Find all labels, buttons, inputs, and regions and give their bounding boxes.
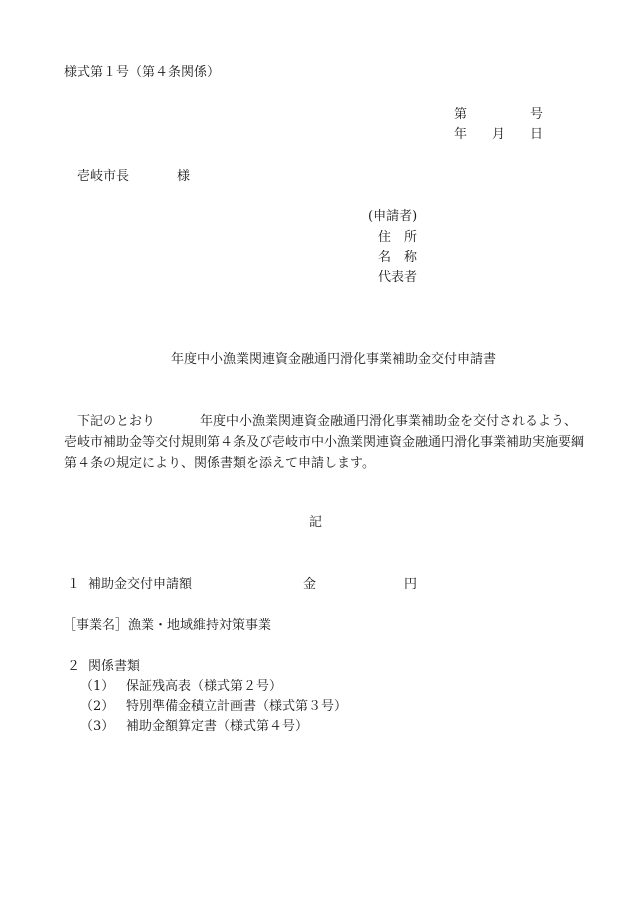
doc-1-number: （1） [80, 679, 115, 694]
applicant-label: (申請者) [368, 209, 418, 224]
applicant-representative: 代表者 [378, 270, 418, 285]
doc-number-prefix: 第 [454, 107, 468, 122]
item1-number: １ [67, 577, 81, 592]
document-title: 年度中小漁業関連資金融通円滑化事業補助金交付申請書 [171, 352, 497, 367]
body-line-1-b: 年度中小漁業関連資金融通円滑化事業補助金を交付されるよう、 [200, 414, 578, 429]
doc-3-text: 補助金額算定書（様式第４号） [126, 719, 309, 734]
addressee-honorific: 様 [177, 169, 191, 184]
date-day: 日 [530, 127, 544, 142]
doc-number-suffix: 号 [530, 107, 544, 122]
ki-heading: 記 [309, 515, 323, 530]
doc-2-text: 特別準備金積立計画書（様式第３号） [126, 699, 348, 714]
item1-yen: 円 [404, 577, 418, 592]
doc-1-text: 保証残高表（様式第２号） [126, 679, 283, 694]
project-name: ［事業名］漁業・地域維持対策事業 [63, 618, 272, 633]
body-line-3: 第４条の規定により、関係書類を添えて申請します。 [64, 456, 375, 471]
item2-number: ２ [67, 659, 81, 674]
applicant-name: 名 称 [378, 250, 418, 265]
item2-label: 関係書類 [88, 659, 141, 674]
item1-label: 補助金交付申請額 [88, 577, 193, 592]
form-label: 様式第１号（第４条関係） [64, 65, 221, 80]
addressee-name: 壱岐市長 [77, 169, 130, 184]
body-line-2: 壱岐市補助金等交付規則第４条及び壱岐市中小漁業関連資金融通円滑化事業補助実施要綱 [64, 435, 585, 450]
applicant-address: 住 所 [378, 230, 418, 245]
date-year: 年 [454, 127, 468, 142]
item1-kin: 金 [303, 577, 317, 592]
body-line-1-a: 下記のとおり [77, 414, 156, 429]
doc-3-number: （3） [80, 719, 115, 734]
date-month: 月 [492, 127, 506, 142]
doc-2-number: （2） [80, 699, 115, 714]
